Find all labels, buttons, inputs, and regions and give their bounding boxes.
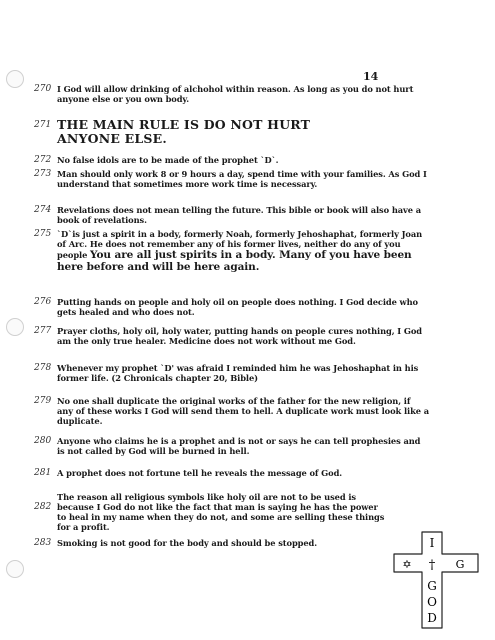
rule-number: 271 bbox=[34, 120, 52, 130]
rule-text: I God will allow drinking of alchohol within reason. As long as you do not hurt anyone else or you own body. bbox=[57, 84, 414, 104]
rule-text: Smoking is not good for the body and should be stopped. bbox=[57, 538, 318, 548]
rule-text: The reason all religious symbols like holy oil are not to be used is because I God do not like the fact that man is saying he has the power to heal in my name when they do not, and some are selling these things for a profit. bbox=[57, 492, 385, 532]
cross-letter: I bbox=[429, 536, 435, 550]
rule-number: 276 bbox=[34, 297, 52, 307]
rule-text: No false idols are to be made of the prophet `D`. bbox=[57, 155, 279, 165]
rule-number: 279 bbox=[34, 396, 52, 406]
cross-icon bbox=[392, 530, 482, 630]
rule-number: 270 bbox=[34, 84, 52, 94]
rule-number: 283 bbox=[34, 538, 52, 548]
binder-hole bbox=[6, 318, 24, 336]
rule-text: Putting hands on people and holy oil on people does nothing. I God decide who gets healed and who does not. bbox=[57, 297, 418, 317]
rule-number: 277 bbox=[34, 326, 52, 336]
rule-number: 282 bbox=[34, 502, 52, 512]
rule-number: 273 bbox=[34, 169, 52, 179]
rule-number: 275 bbox=[34, 229, 52, 239]
rule-text: Man should only work 8 or 9 hours a day, spend time with your families. As God I understand that sometimes more work time is necessary. bbox=[57, 169, 427, 189]
rule-text-regular: `D`is just a spirit in a body, formerly Noah, formerly Jehoshaphat, formerly Joan of Arc. He does not remember any of his former lives, neither do any of you people bbox=[57, 229, 423, 260]
star-of-david-icon: ✡ bbox=[402, 558, 412, 571]
rule-text: Revelations does not mean telling the future. This bible or book will also have a book of revelations. bbox=[57, 205, 422, 225]
rule-text: THE MAIN RULE IS DO NOT HURT ANYONE ELSE. bbox=[57, 117, 311, 146]
rule-text: No one shall duplicate the original works of the father for the new religion, if any of these works I God will send them to hell. A duplicate work must look like a duplicate. bbox=[57, 396, 429, 426]
rule-number: 278 bbox=[34, 363, 52, 373]
binder-hole bbox=[6, 560, 24, 578]
rule-text: A prophet does not fortune tell he reveals the message of God. bbox=[57, 468, 343, 478]
rule-text bbox=[57, 229, 429, 273]
rule-text-emphasis: You are all just spirits in a body. Many of you have been here before and will be here again. bbox=[57, 249, 412, 273]
binder-hole bbox=[6, 70, 24, 88]
cross-letter: O bbox=[427, 595, 437, 609]
rule-text: Whenever my prophet `D' was afraid I reminded him he was Jehoshaphat in his former life. (2 Chronicals chapter 20, Bible) bbox=[57, 363, 419, 383]
page-number: 14 bbox=[363, 70, 379, 83]
rule-number: 281 bbox=[34, 468, 52, 478]
rule-number: 272 bbox=[34, 155, 52, 165]
rule-number: 280 bbox=[34, 436, 52, 446]
cross-letter: G bbox=[427, 579, 437, 593]
rule-number: 274 bbox=[34, 205, 52, 215]
rule-text: Prayer cloths, holy oil, holy water, putting hands on people cures nothing, I God am the only true healer. Medicine does not work without me God. bbox=[57, 326, 422, 346]
cross-letter: D bbox=[427, 611, 437, 625]
cross-drawing bbox=[392, 530, 482, 630]
cross-letter: G bbox=[455, 558, 465, 571]
rule-text: Anyone who claims he is a prophet and is not or says he can tell prophesies and is not called by God will be burned in hell. bbox=[57, 436, 421, 456]
cross-dagger: † bbox=[428, 558, 436, 573]
